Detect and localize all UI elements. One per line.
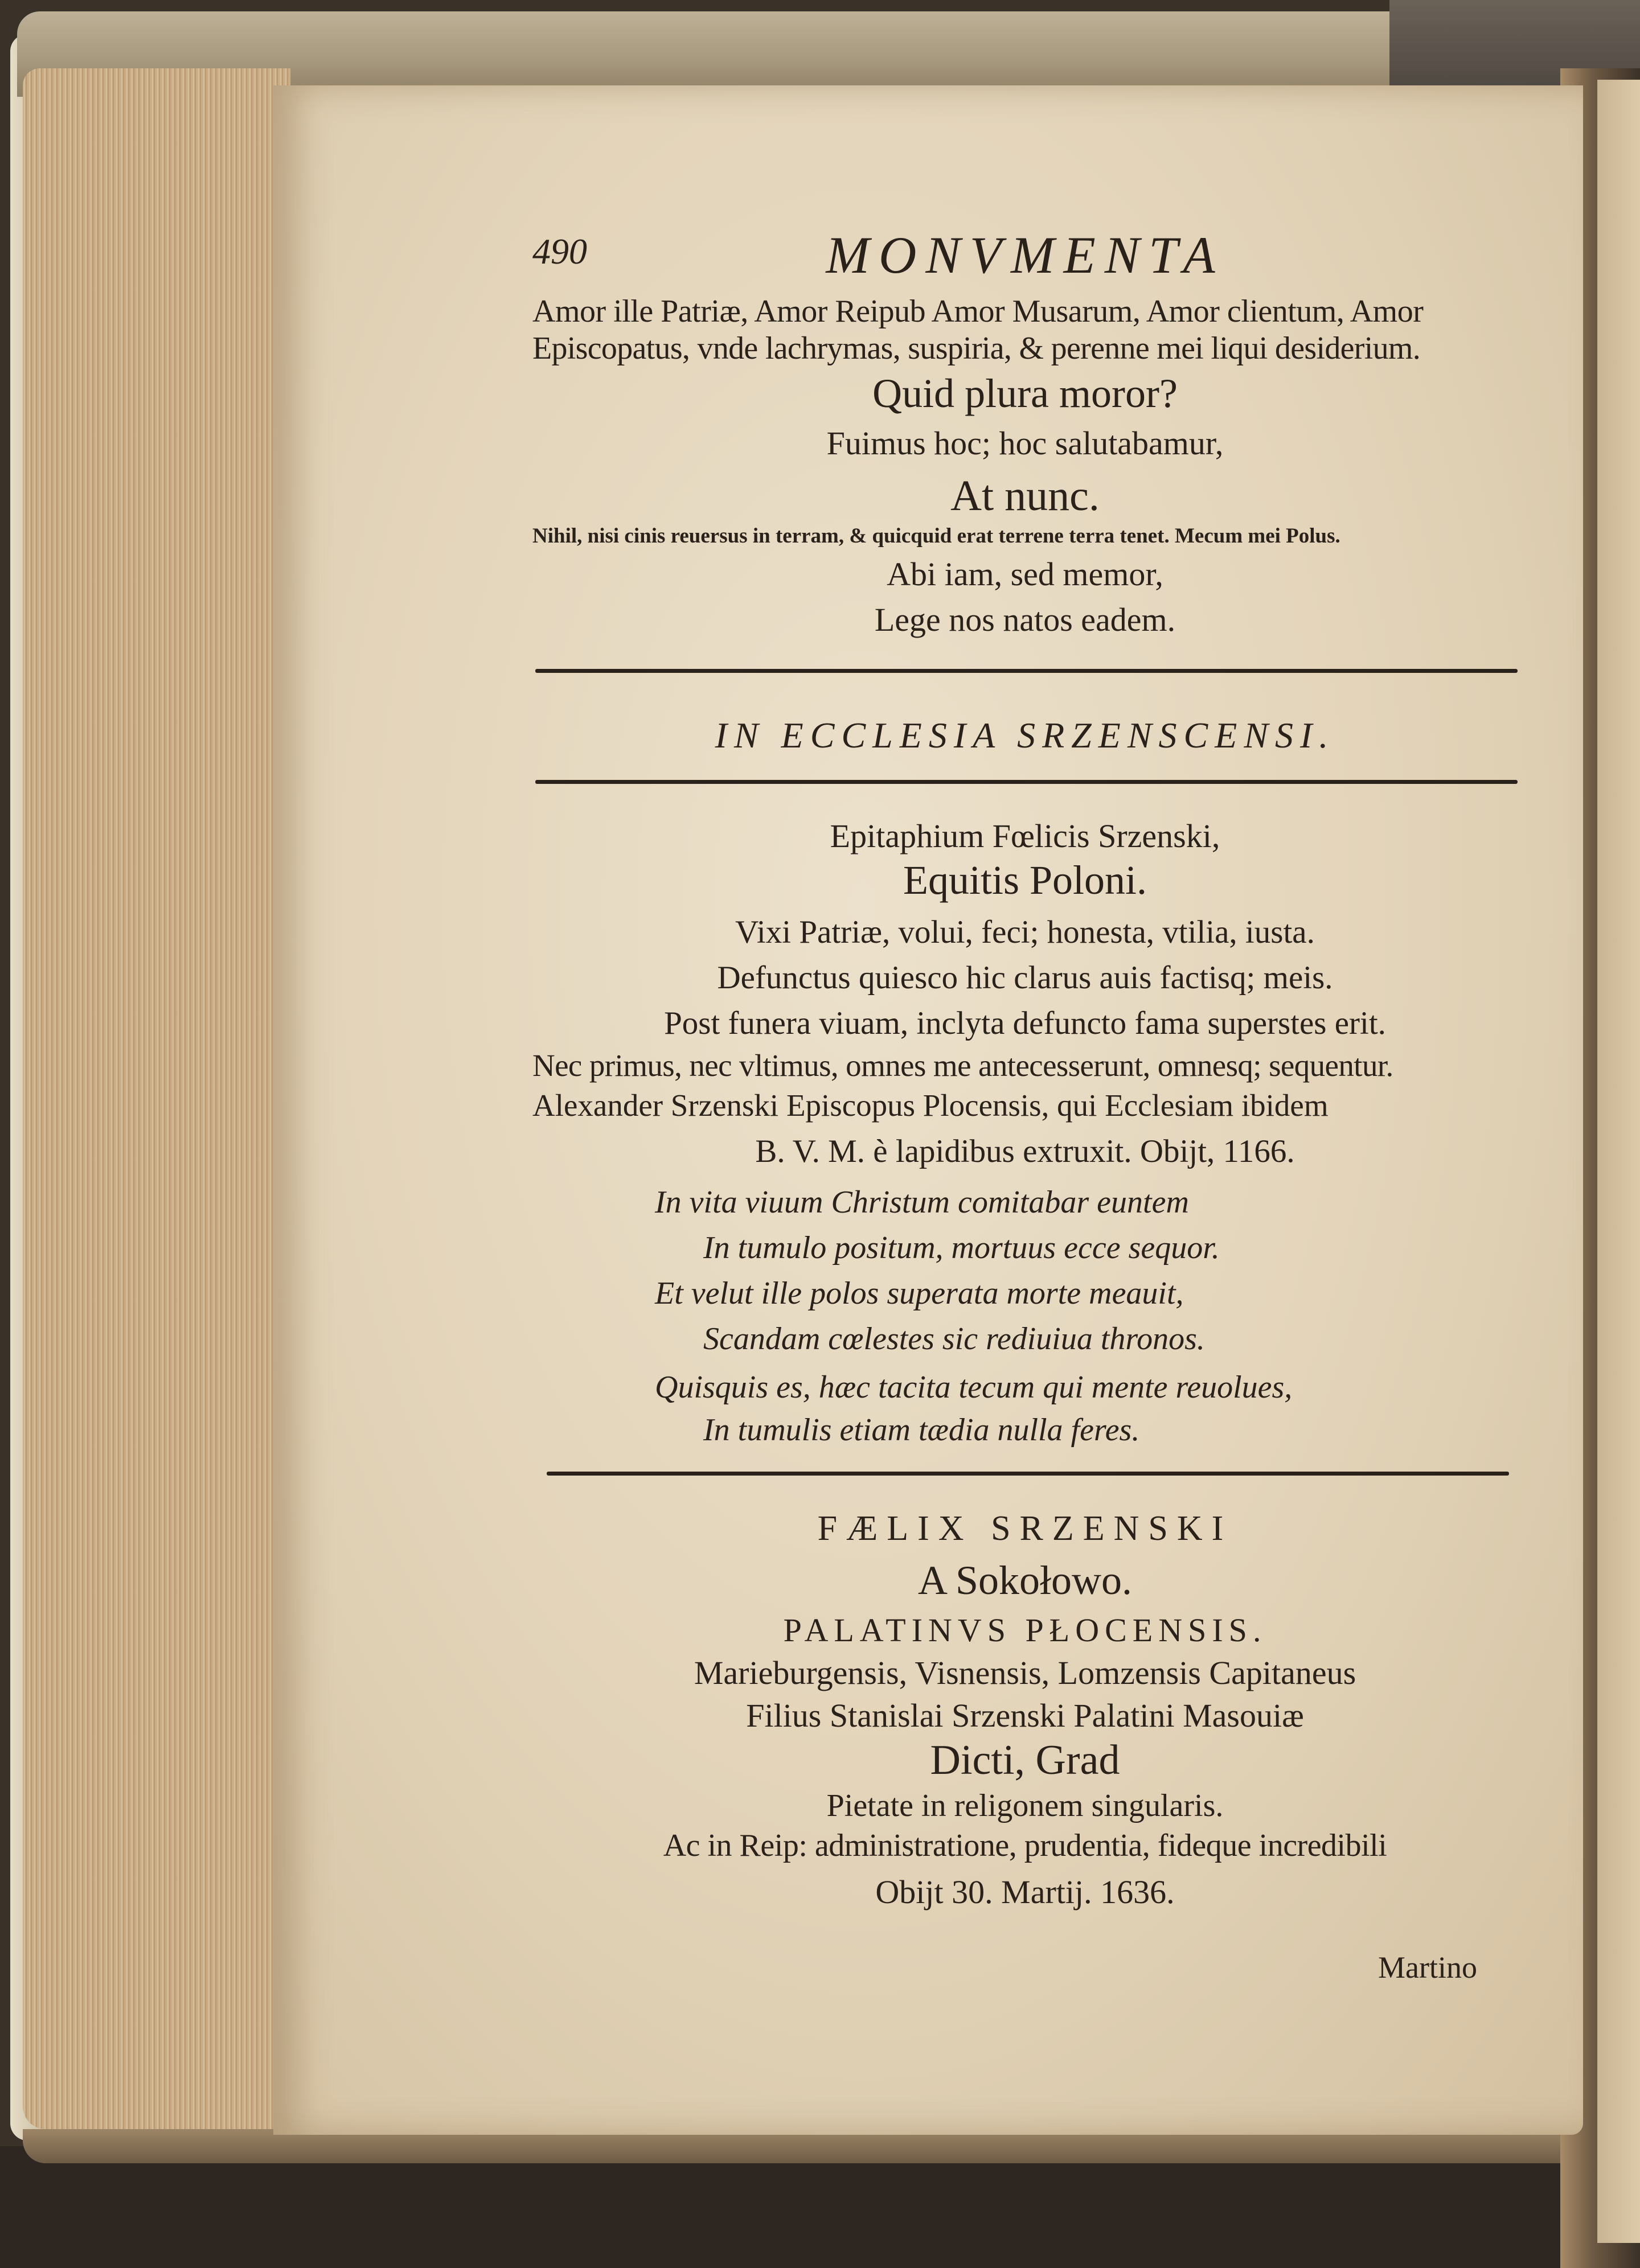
text-line: Lege nos natos eadem.	[874, 601, 1176, 638]
text-line: Epitaphium Fœlicis Srzenski,	[830, 817, 1220, 854]
verse-line: In tumulo positum, mortuus ecce sequor.	[703, 1230, 1220, 1266]
text-line: Pietate in religonem singularis.	[826, 1788, 1224, 1823]
text-line: Fuimus hoc; hoc salutabamur,	[826, 425, 1224, 462]
text-line: Vixi Patriæ, volui, feci; honesta, vtilia, iusta.	[735, 914, 1315, 950]
running-head: MONVMENTA	[826, 226, 1224, 284]
section-divider	[535, 780, 1518, 784]
text-line: Ac in Reip: administratione, prudentia, fideque incredibili	[663, 1828, 1387, 1863]
verse-line: Et velut ille polos superata morte meauit,	[655, 1276, 1184, 1311]
text-line: Obijt 30. Martij. 1636.	[875, 1873, 1175, 1910]
text-line: B. V. M. è lapidibus extruxit. Obijt, 1166.	[755, 1133, 1295, 1169]
text-line: Equitis Poloni.	[903, 857, 1147, 903]
verse-line: Scandam cœlestes sic rediuiua thronos.	[703, 1321, 1205, 1357]
verse-line: In vita viuum Christum comitabar euntem	[655, 1185, 1189, 1220]
verse-line: Quisquis es, hæc tacita tecum qui mente reuolues,	[655, 1370, 1293, 1405]
text-line: Nec primus, nec vltimus, omnes me antecesserunt, omnesq; sequentur.	[532, 1048, 1393, 1083]
background-surface	[0, 2146, 1640, 2268]
text-line: Dicti, Grad	[930, 1737, 1120, 1784]
text-line: Episcopatus, vnde lachrymas, suspiria, & perenne mei liqui desiderium.	[532, 331, 1421, 366]
page-number: 490	[532, 231, 587, 272]
page-block-edge	[23, 68, 290, 2129]
text-line: Post funera viuam, inclyta defuncto fama superstes erit.	[664, 1005, 1386, 1041]
verse-line: In tumulis etiam tædia nulla feres.	[703, 1412, 1140, 1448]
text-line: Quid plura moror?	[872, 371, 1178, 416]
text-line: PALATINVS PŁOCENSIS.	[783, 1612, 1267, 1649]
text-line: Defunctus quiesco hic clarus auis factisq; meis.	[717, 960, 1333, 996]
catchword: Martino	[1378, 1950, 1477, 1984]
text-line: At nunc.	[950, 472, 1100, 520]
text-line: Nihil, nisi cinis reuersus in terram, & quicquid erat terrene terra tenet. Mecum mei Polus.	[532, 524, 1340, 548]
text-line: FÆLIX SRZENSKI	[817, 1509, 1233, 1548]
section-divider	[535, 669, 1518, 673]
text-line: Filius Stanislai Srzenski Palatini Masouiæ	[746, 1697, 1304, 1734]
text-line: Abi iam, sed memor,	[887, 556, 1163, 593]
section-heading: IN ECCLESIA SRZENSCENSI.	[715, 715, 1335, 755]
text-line: Marieburgensis, Visnensis, Lomzensis Capitaneus	[694, 1654, 1356, 1691]
text-line: Alexander Srzenski Episcopus Plocensis, qui Ecclesiam ibidem	[532, 1088, 1329, 1123]
text-line: A Sokołowo.	[917, 1558, 1133, 1603]
facing-page-edge	[1597, 80, 1640, 2243]
section-divider	[547, 1472, 1509, 1476]
text-line: Amor ille Patriæ, Amor Reipub Amor Musarum, Amor clientum, Amor	[532, 294, 1424, 329]
